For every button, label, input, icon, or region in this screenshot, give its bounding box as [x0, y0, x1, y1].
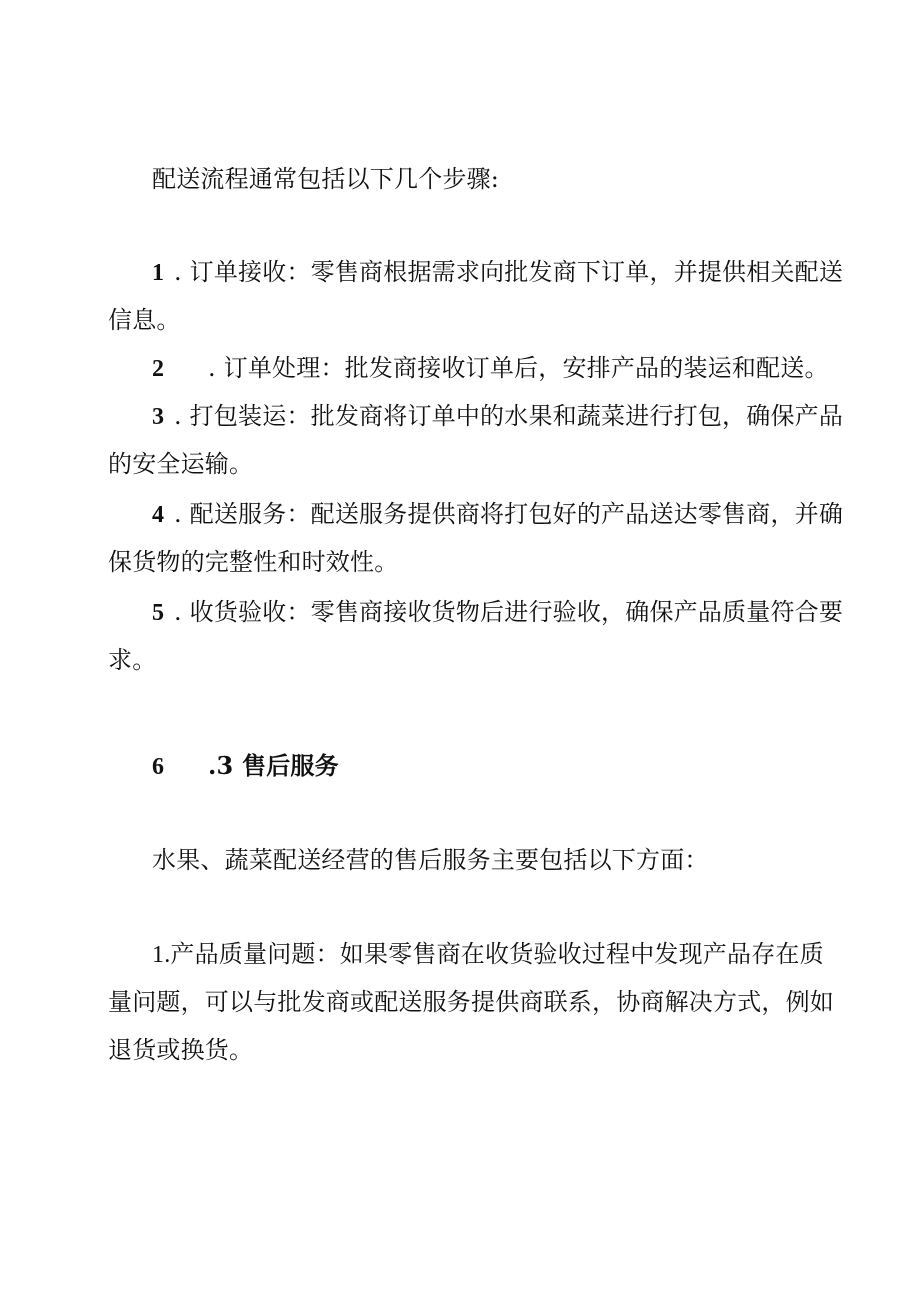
- step-5-number: 5: [152, 600, 165, 626]
- step-2-line-1: [152, 353, 829, 384]
- after-item-1-line-2: 量问题，可以与批发商或配送服务提供商联系，协商解决方式，例如: [108, 988, 834, 1016]
- step-4-number: 4: [152, 502, 165, 528]
- after-item-1-line-3: 退货或换货。: [108, 1036, 254, 1064]
- after-item-1-line-1: [152, 939, 824, 970]
- after-item-1-number: 1.: [152, 942, 171, 968]
- step-5-line-2: 求。: [108, 646, 157, 674]
- step-1-line-2: 信息。: [108, 306, 181, 334]
- step-4-line-2: 保货物的完整性和时效性。: [108, 548, 399, 576]
- step-3-line-2: 的安全运输。: [108, 450, 254, 478]
- step-3-number: 3: [152, 404, 165, 430]
- step-1-number: 1: [152, 260, 165, 286]
- step-3-text: . 打包装运：批发商将订单中的水果和蔬菜进行打包，确保产品: [174, 402, 844, 430]
- step-1-line-1: [152, 257, 844, 288]
- section-heading: [152, 751, 820, 782]
- step-4-line-1: [152, 499, 844, 530]
- step-4-text: . 配送服务：配送服务提供商将打包好的产品送达零售商，并确: [174, 500, 844, 528]
- intro-paragraph: 配送流程通常包括以下几个步骤:: [152, 165, 500, 193]
- section-number: 6: [152, 754, 165, 780]
- step-2-number: 2: [152, 356, 165, 382]
- step-1-text: . 订单接收：零售商根据需求向批发商下订单，并提供相关配送: [174, 258, 844, 286]
- step-5-line-1: [152, 597, 844, 628]
- section-title: .3 售后服务: [208, 751, 339, 780]
- after-item-1-text-1: 产品质量问题：如果零售商在收货验收过程中发现产品存在质: [170, 940, 824, 968]
- step-5-text: . 收货验收：零售商接收货物后进行验收，确保产品质量符合要: [174, 598, 844, 626]
- step-3-line-1: [152, 401, 844, 432]
- step-2-text: . 订单处理：批发商接收订单后，安排产品的装运和配送。: [208, 354, 829, 382]
- after-sales-intro: 水果、蔬菜配送经营的售后服务主要包括以下方面：: [152, 846, 709, 874]
